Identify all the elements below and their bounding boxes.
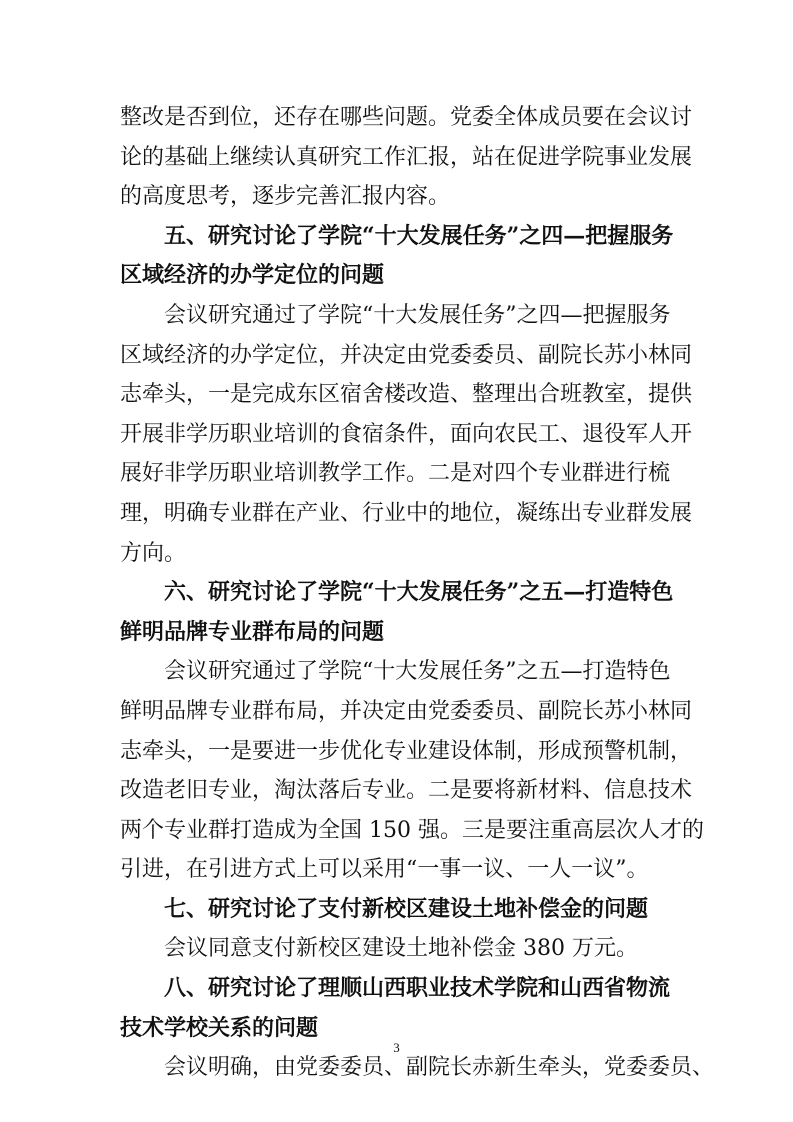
document-body bbox=[120, 98, 715, 1088]
heading-line: 八、研究讨论了理顺山西职业技术学院和山西省物流 bbox=[164, 975, 671, 1002]
text-line: 展好非学历职业培训教学工作。二是对四个专业群进行梳 bbox=[120, 461, 671, 487]
heading-line: 七、研究讨论了支付新校区建设土地补偿金的问题 bbox=[164, 895, 649, 922]
text-line: 引进，在引进方式上可以采用“一事一议、一人一议”。 bbox=[120, 857, 649, 883]
heading-line: 鲜明品牌专业群布局的问题 bbox=[120, 618, 385, 645]
heading-line: 六、研究讨论了学院“十大发展任务”之五—打造特色 bbox=[164, 579, 674, 606]
body-paragraph bbox=[120, 929, 676, 969]
body-paragraph bbox=[120, 296, 693, 573]
text-line: 会议同意支付新校区建设土地补偿金 380 万元。 bbox=[164, 936, 638, 962]
text-line: 鲜明品牌专业群布局，并决定由党委委员、副院长苏小林同 bbox=[120, 698, 693, 724]
text-line: 整改是否到位，还存在哪些问题。党委全体成员要在会议讨 bbox=[120, 105, 693, 130]
heading-line: 区域经济的办学定位的问题 bbox=[120, 262, 385, 289]
body-paragraph bbox=[120, 98, 693, 217]
text-line: 方向。 bbox=[120, 540, 187, 566]
text-line: 开展非学历职业培训的食宿条件，面向农民工、退役军人开 bbox=[120, 421, 693, 447]
text-line: 理，明确专业群在产业、行业中的地位，凝练出专业群发展 bbox=[120, 500, 693, 526]
section-heading bbox=[120, 890, 676, 930]
section-heading bbox=[120, 573, 676, 652]
page-number: 3 bbox=[393, 1040, 400, 1055]
text-line: 区域经济的办学定位，并决定由党委委员、副院长苏小林同 bbox=[120, 342, 693, 368]
heading-line: 五、研究讨论了学院“十大发展任务”之四—把握服务 bbox=[164, 222, 674, 249]
body-paragraph bbox=[120, 652, 704, 890]
text-line: 的高度思考，逐步完善汇报内容。 bbox=[120, 184, 451, 210]
text-line: 会议研究通过了学院“十大发展任务”之四—把握服务 bbox=[164, 302, 671, 328]
text-line: 论的基础上继续认真研究工作汇报，站在促进学院事业发展 bbox=[120, 144, 693, 170]
text-line: 改造老旧专业，淘汰落后专业。二是要将新材料、信息技术 bbox=[120, 778, 693, 804]
heading-line: 技术学校关系的问题 bbox=[120, 1014, 319, 1041]
section-heading bbox=[120, 969, 676, 1048]
text-line: 会议研究通过了学院“十大发展任务”之五—打造特色 bbox=[164, 659, 671, 685]
text-line: 两个专业群打造成为全国 150 强。三是要注重高层次人才的 bbox=[120, 817, 704, 843]
text-line: 志牵头，一是要进一步优化专业建设体制，形成预警机制， bbox=[120, 738, 693, 764]
text-line: 会议明确，由党委委员、副院长赤新生牵头，党委委员、 bbox=[164, 1055, 715, 1081]
section-heading bbox=[120, 217, 676, 296]
text-line: 志牵头，一是完成东区宿舍楼改造、整理出合班教室，提供 bbox=[120, 382, 693, 408]
